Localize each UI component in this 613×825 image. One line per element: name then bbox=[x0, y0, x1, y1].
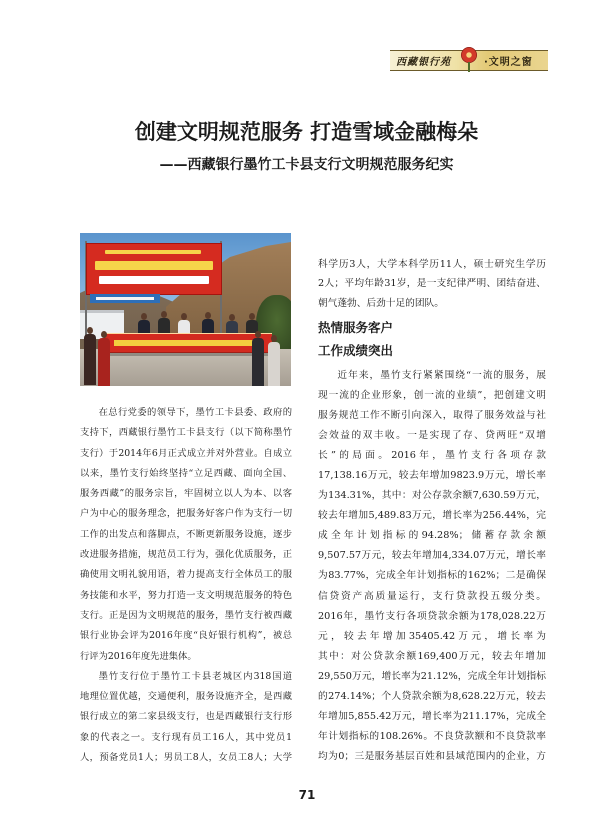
running-header bbox=[390, 50, 548, 71]
text-line: 的274.14%；个人贷款余额为8,628.22万元，较去 bbox=[318, 690, 546, 702]
article-subtitle: ——西藏银行墨竹工卡县支行文明规范服务纪实 bbox=[159, 157, 454, 173]
text-line: 墨竹支行位于墨竹工卡县老城区内318国道 bbox=[98, 670, 292, 682]
text-line: 服务规范工作不断引向深入，取得了服务效益与社 bbox=[318, 410, 546, 422]
text-line: 户为中心的服务理念，把服务好客户作为支行一切 bbox=[80, 508, 292, 520]
flower-emblem-stem bbox=[468, 62, 470, 72]
photo-strip-lettering bbox=[96, 297, 154, 300]
text-line: 象的代表之一。支行现有员工16人，其中党员1 bbox=[80, 731, 292, 743]
text-line: 现一流的企业形象，创一流的业绩”，把创建文明 bbox=[318, 390, 546, 402]
text-line: 支行）于2014年6月正式成立并对外营业。自成立 bbox=[80, 447, 292, 459]
text-line: 元，较去年增加35405.42万元，增长率为 bbox=[318, 630, 546, 642]
event-photo bbox=[80, 233, 291, 386]
text-line: 以来，墨竹支行始终坚持“立足西藏、面向全国、 bbox=[80, 467, 292, 479]
text-line: 长”的局面。2016年，墨竹支行各项存款 bbox=[318, 450, 546, 462]
photo-table-banner bbox=[104, 333, 272, 353]
text-line: 改进服务措施，规范员工行为，强化优质服务，正 bbox=[80, 549, 292, 561]
flower-emblem-petal bbox=[461, 47, 477, 63]
photo-banner-lettering bbox=[99, 276, 209, 284]
photo-blue-strip bbox=[90, 294, 160, 303]
magazine-name: 西藏银行苑 bbox=[396, 57, 451, 68]
photo-person-body bbox=[252, 338, 264, 386]
text-line: 支行。正是因为文明规范的服务，墨竹支行被西藏 bbox=[80, 609, 292, 621]
text-line: 银行成立的第二家县级支行，也是西藏银行支行形 bbox=[80, 711, 292, 723]
text-line: 银行业协会评为2016年度“良好银行机构”，被总 bbox=[80, 630, 292, 642]
photo-person-head bbox=[205, 312, 211, 319]
text-line: 服务西藏”的服务宗旨，牢固树立以人为本、以客 bbox=[80, 488, 292, 500]
section-heading-line: 热情服务客户 bbox=[318, 320, 394, 335]
text-line: 为134.31%，其中：对公存款余额7,630.59万元， bbox=[318, 490, 546, 502]
photo-person-body bbox=[84, 334, 96, 385]
photo-person bbox=[84, 327, 96, 385]
text-line: 科学历3人，大学本科学历11人，硕士研究生学历 bbox=[318, 259, 546, 270]
text-line: 成全年计划指标的94.28%；储蓄存款余额 bbox=[318, 530, 546, 542]
text-line: 年计划指标的108.26%。不良贷款额和不良贷款率 bbox=[318, 730, 546, 742]
photo-banner-lettering bbox=[95, 261, 213, 270]
text-line: 9,507.57万元，较去年增加4,334.07万元，增长率 bbox=[318, 550, 546, 562]
text-line: 朝气蓬勃、后劲十足的团队。 bbox=[318, 297, 444, 309]
photo-person-body bbox=[268, 342, 280, 386]
page-number: 71 bbox=[298, 788, 316, 802]
photo-person-head bbox=[229, 314, 235, 321]
text-line: 工作的出发点和落脚点，不断更新服务设施，逐步 bbox=[80, 528, 292, 540]
text-line: 会效益的双丰收。一是实现了存、贷两旺“双增 bbox=[318, 430, 546, 442]
photo-table-shadow bbox=[104, 352, 272, 356]
right-column-paragraph bbox=[318, 366, 546, 767]
text-line: 支持下，西藏银行墨竹工卡县支行（以下简称墨竹 bbox=[80, 427, 292, 439]
text-line: 29,550万元，增长率为21.12%，完成全年计划指标 bbox=[318, 670, 546, 682]
photo-person-head bbox=[271, 335, 277, 342]
text-line: 均为0；三是服务基层百姓和县域范围内的企业，方 bbox=[318, 750, 546, 762]
text-line: 较去年增加5,489.83万元，增长率为256.44%，完 bbox=[318, 510, 546, 522]
text-line: 为83.77%，完成全年计划指标的162%；二是确保 bbox=[318, 570, 546, 582]
photo-person bbox=[252, 331, 264, 386]
photo-person-head bbox=[181, 313, 187, 320]
text-line: 确使用文明礼貌用语，着力提高支行全体员工的服 bbox=[80, 569, 292, 581]
text-line: 人，预备党员1人；男员工8人，女员工8人；大学 bbox=[80, 752, 292, 764]
text-line: 在总行党委的领导下，墨竹工卡县委、政府的 bbox=[98, 407, 292, 418]
photo-person-head bbox=[249, 313, 255, 320]
photo-banner-lettering bbox=[105, 250, 201, 254]
photo-person bbox=[98, 331, 110, 386]
photo-person-body bbox=[98, 338, 110, 386]
photo-banner bbox=[86, 243, 222, 295]
photo-person-head bbox=[161, 311, 167, 318]
section-name: ·文明之窗 bbox=[484, 57, 533, 68]
text-line: 17,138.16万元，较去年增加9823.9万元，增长率 bbox=[318, 470, 546, 482]
right-column-continuation bbox=[318, 255, 546, 313]
flower-emblem-icon bbox=[458, 47, 480, 72]
left-column bbox=[80, 403, 292, 768]
photo-person bbox=[268, 335, 280, 386]
photo-person-head bbox=[87, 327, 93, 334]
text-line: 行评为2016年度先进集体。 bbox=[80, 650, 197, 662]
photo-table-lettering bbox=[114, 340, 260, 346]
text-line: 地理位置优越，交通便利，服务设施齐全，是西藏 bbox=[80, 691, 292, 703]
text-line: 2人；平均年龄31岁，是一支纪律严明、团结奋进、 bbox=[318, 278, 546, 290]
photo-person-head bbox=[101, 331, 107, 338]
text-line: 近年来，墨竹支行紧紧围绕“一流的服务，展 bbox=[337, 370, 546, 381]
text-line: 其中：对公贷款余额169,400万元，较去年增加 bbox=[318, 650, 546, 662]
article-title: 创建文明规范服务 打造雪域金融梅朵 bbox=[134, 119, 479, 144]
photo-person-head bbox=[141, 313, 147, 320]
section-heading-line: 工作成绩突出 bbox=[318, 343, 394, 358]
text-line: 2016年，墨竹支行各项贷款余额为178,028.22万 bbox=[318, 610, 546, 622]
photo-person-head bbox=[255, 331, 261, 338]
text-line: 年增加5,855.42万元，增长率为211.17%，完成全 bbox=[318, 710, 546, 722]
text-line: 信贷资产高质量运行，支行贷款投五级分类。 bbox=[318, 590, 546, 602]
section-heading bbox=[318, 316, 546, 362]
text-line: 务技能和水平，努力打造一支文明规范服务的特色 bbox=[80, 589, 292, 601]
